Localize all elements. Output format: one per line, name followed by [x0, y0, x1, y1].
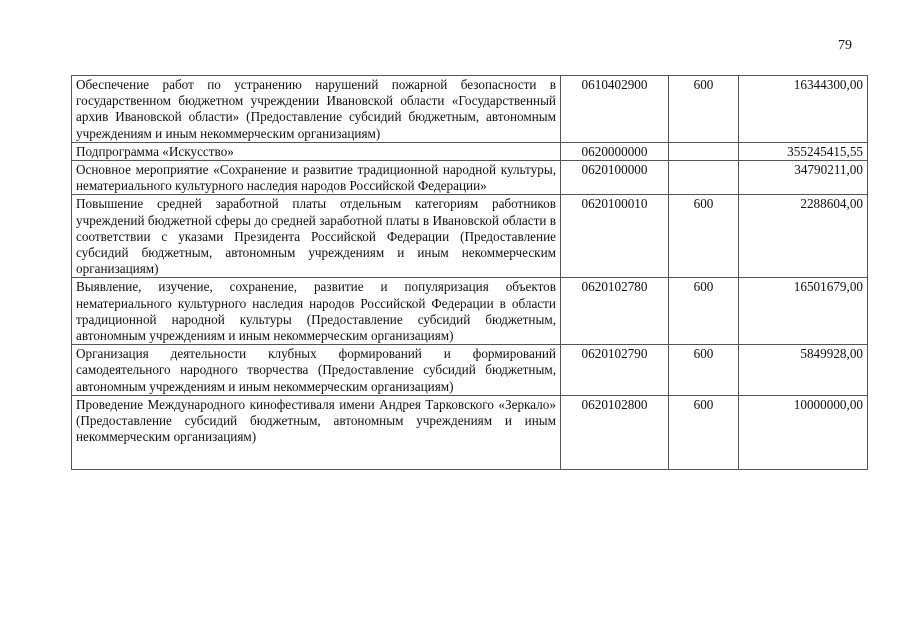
row-description: Основное мероприятие «Сохранение и развитие традиционной народной культуры, нематериального культурного наследия народов Российской Федерации» [72, 161, 561, 195]
table-row [72, 195, 868, 278]
row-code: 0620100010 [561, 195, 669, 278]
table-row [72, 161, 868, 195]
row-code: 0620000000 [561, 142, 669, 160]
row-description: Обеспечение работ по устранению нарушений пожарной безопасности в государственном бюджетном учреждении Ивановской области «Государственный архив Ивановской области» (Предоставление субсидий бюджетным, автономным учреждениям и иным некоммерческим организациям) [72, 76, 561, 143]
row-code: 0620102780 [561, 278, 669, 345]
row-expense-type: 600 [669, 345, 739, 396]
row-description: Выявление, изучение, сохранение, развитие и популяризация объектов нематериального культурного наследия народов Российской Федерации в области традиционной народной культуры (Предоставление субсидий бюджетным, автономным учреждениям и иным некоммерческим организациям) [72, 278, 561, 345]
row-amount: 16501679,00 [739, 278, 868, 345]
table-row [72, 76, 868, 143]
row-description: Проведение Международного кинофестиваля имени Андрея Тарковского «Зеркало» (Предоставление субсидий бюджетным, автономным учреждениям и иным некоммерческим организациям) [72, 395, 561, 469]
row-amount: 2288604,00 [739, 195, 868, 278]
row-description: Подпрограмма «Искусство» [72, 142, 561, 160]
budget-table [71, 75, 868, 470]
row-code: 0610402900 [561, 76, 669, 143]
table-row [72, 142, 868, 160]
table-row [72, 395, 868, 469]
row-code: 0620102800 [561, 395, 669, 469]
row-expense-type [669, 142, 739, 160]
row-description: Организация деятельности клубных формирований и формирований самодеятельного народного творчества (Предоставление субсидий бюджетным, автономным учреждениям и иным некоммерческим организациям) [72, 345, 561, 396]
table-row [72, 278, 868, 345]
row-code: 0620100000 [561, 161, 669, 195]
row-amount: 5849928,00 [739, 345, 868, 396]
row-description: Повышение средней заработной платы отдельным категориям работников учреждений бюджетной сферы до средней заработной платы в Ивановской области в соответствии с указами Президента Российской Федерации (Предоставление субсидий бюджетным, автономным учреждениям и иным некоммерческим организациям) [72, 195, 561, 278]
row-amount: 10000000,00 [739, 395, 868, 469]
row-amount: 355245415,55 [739, 142, 868, 160]
table-row [72, 345, 868, 396]
row-expense-type: 600 [669, 76, 739, 143]
row-expense-type [669, 161, 739, 195]
row-code: 0620102790 [561, 345, 669, 396]
row-expense-type: 600 [669, 195, 739, 278]
page-number: 79 [838, 38, 852, 53]
row-amount: 16344300,00 [739, 76, 868, 143]
row-expense-type: 600 [669, 278, 739, 345]
row-amount: 34790211,00 [739, 161, 868, 195]
row-expense-type: 600 [669, 395, 739, 469]
